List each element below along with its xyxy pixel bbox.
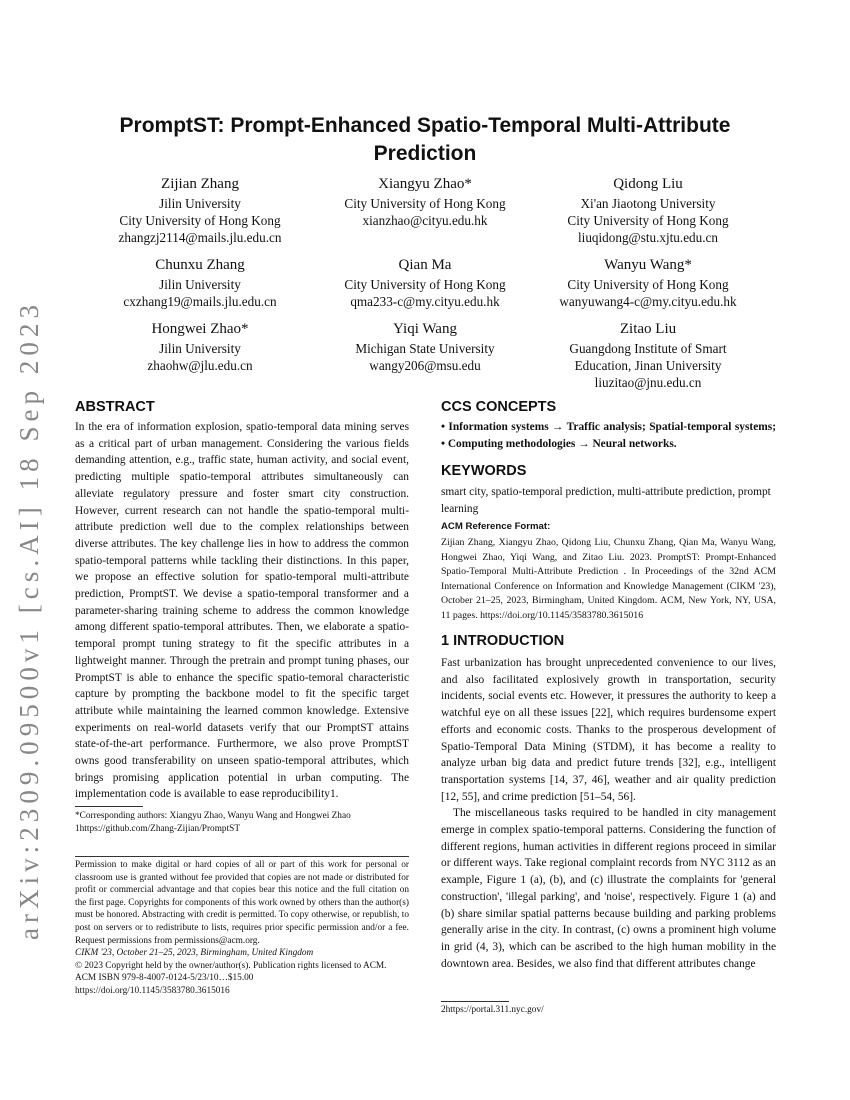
intro-paragraph-2: The miscellaneous tasks required to be handled in city management emerge in complex spatio-temporal patterns. Considering the function of different regions, human activities in different regions proceed in similar or different ways. Take regional complaint records from NYC 3112 as an example, Figure 1 (a), (b), and (c) illustrate the complaints for 'general construction', 'illegal parking', and 'noise', respectively. Figure 1 (a) and (b) share similar spatial patterns because building and parking problems generally arise in the city. In contrast, (c) owns a prominent high volume in grid (4, 3), which can be ascribed to the high human mobility in the downtown area. Besides, we also find that different attributes change [441, 807, 776, 970]
introduction-text [441, 655, 776, 972]
author-affiliation: City University of Hong Kong [567, 277, 729, 292]
author-affiliation: City University of Hong Kong [119, 213, 281, 228]
permission-rule [75, 856, 409, 857]
author-card [548, 256, 748, 310]
author-card [325, 320, 525, 374]
author-affiliation: City University of Hong Kong [567, 213, 729, 228]
author-affiliation: Jilin University [159, 277, 241, 292]
acm-reference-text: Zijian Zhang, Xiangyu Zhao, Qidong Liu, Chunxu Zhang, Qian Ma, Wanyu Wang, Hongwei Zhao, Yiqi Wang, and Zitao Liu. 2023. PromptST: Prompt-Enhanced Spatio-Temporal Multi-Attribute Prediction . In Proceedings of the 32nd ACM International Conference on Information and Knowledge Management (CIKM '23), October 21–25, 2023, Birmingham, United Kingdom. ACM, New York, NY, USA, 11 pages. https://doi.org/10.1145/3583780.3615016 [441, 537, 776, 621]
footnote2-rule [441, 1001, 509, 1002]
author-name: Wanyu Wang* [604, 257, 692, 273]
author-affiliation: City University of Hong Kong [344, 196, 506, 211]
footnotes [75, 810, 409, 835]
author-affiliation: Michigan State University [355, 341, 495, 356]
introduction-heading: 1 INTRODUCTION [441, 633, 565, 649]
author-email: cxzhang19@mails.jlu.edu.cn [123, 294, 277, 309]
author-name: Hongwei Zhao* [151, 321, 249, 337]
author-card [325, 175, 525, 229]
arxiv-watermark [8, 300, 46, 940]
author-affiliation: Jilin University [159, 341, 241, 356]
author-email: qma233-c@my.cityu.edu.hk [350, 294, 500, 309]
author-name: Qian Ma [398, 257, 452, 273]
doi-line: https://doi.org/10.1145/3583780.3615016 [75, 985, 230, 996]
footnote-code-link: 1https://github.com/Zhang-Zijian/PromptST [75, 823, 241, 834]
author-name: Zitao Liu [619, 321, 677, 337]
author-email: wanyuwang4-c@my.cityu.edu.hk [559, 294, 737, 309]
paper-title [60, 112, 790, 168]
author-affiliation: Education, Jinan University [574, 358, 722, 373]
author-card [548, 175, 748, 246]
keywords-heading: KEYWORDS [441, 463, 527, 479]
title-line-1: PromptST: Prompt-Enhanced Spatio-Temporal Multi-Attribute [119, 114, 731, 137]
author-email: liuzitao@jnu.edu.cn [594, 375, 702, 390]
footnote-corresponding: *Corresponding authors: Xiangyu Zhao, Wanyu Wang and Hongwei Zhao [75, 811, 351, 821]
author-email: zhaohw@jlu.edu.cn [147, 358, 253, 373]
abstract-paragraph: In the era of information explosion, spatio-temporal data mining serves as a critical part of urban management. Considering the various fields demanding attention, e.g., traffic state, human activity, and social event, predicting multiple spatio-temporal attributes simultaneously can alleviate regulatory pressure and foster smart city construction. However, current research can not handle the spatio-temporal multi-attribute prediction well due to the complex relationships between diverse attributes. The key challenge lies in how to address the common spatio-temporal patterns while tackling their distinctions. In this paper, we propose an effective solution for spatio-temporal multi-attribute prediction, PromptST. We devise a spatio-temporal transformer and a parameter-sharing training scheme to address the common knowledge among different spatio-temporal attributes. Then, we elaborate a spatio-temporal prompt tuning strategy to fit the specific attributes in a lightweight manner. Through the pretrain and prompt tuning phases, our PromptST is able to enhance the specific spatio-temoral characteristic capture by prompting the backbone model to fit the specific target attribute while maintaining the learned common knowledge. Extensive experiments on real-world datasets verify that our PromptST attains state-of-the-art performance. Furthermore, we also prove PromptST owns good transferability on unseen spatio-temporal attributes, which brings promising application potential in urban computing. The implementation code is available to ease reproducibility1. [75, 421, 409, 801]
ccs-text: • Information systems → Traffic analysis; Spatial-temporal systems; • Computing methodologies → Neural networks. [441, 421, 776, 450]
author-card [100, 175, 300, 246]
author-card [548, 320, 748, 391]
author-name: Zijian Zhang [161, 176, 239, 192]
abstract-text [75, 419, 409, 803]
isbn-line: ACM ISBN 979-8-4007-0124-5/23/10…$15.00 [75, 973, 254, 984]
author-email: xianzhao@cityu.edu.hk [362, 213, 488, 228]
permission-text: Permission to make digital or hard copies of all or part of this work for personal or classroom use is granted without fee provided that copies are not made or distributed for profit or commercial advantage and that copies bear this notice and the full citation on the first page. Copyrights for components of this work owned by others than the author(s) must be honored. Abstracting with credit is permitted. To copy otherwise, or republish, to post on servers or to redistribute to lists, requires prior specific permission and/or a fee. Request permissions from permissions@acm.org. [75, 860, 409, 946]
intro-paragraph-1: Fast urbanization has brought unprecedented convenience to our lives, and also facilitated explosively growth in transportation, security incidents, social events etc. However, it pressures the authority to keep a watchful eye on all these issues [22], which requires burdensome expert efforts and economic costs. Thanks to the prosperous development of Spatio-Temporal Data Mining (STDM), it has become a reality to analyze urban big data and predict future trends [32], e.g., intelligent transportation systems [14, 37, 46], weather and air quality prediction [12, 55], and crime prediction [51–54, 56]. [441, 657, 776, 803]
author-affiliation: City University of Hong Kong [344, 277, 506, 292]
author-name: Qidong Liu [613, 176, 683, 192]
footnote-portal-link: 2https://portal.311.nyc.gov/ [441, 1005, 544, 1015]
keywords-text: smart city, spatio-temporal prediction, multi-attribute prediction, prompt learning [441, 486, 771, 515]
author-name: Chunxu Zhang [155, 257, 245, 273]
author-affiliation: Jilin University [159, 196, 241, 211]
author-name: Xiangyu Zhao* [378, 176, 472, 192]
author-affiliation: Xi'an Jiaotong University [580, 196, 716, 211]
ccs-heading: CCS CONCEPTS [441, 399, 557, 415]
author-card [325, 256, 525, 310]
acm-reference-heading: ACM Reference Format: [441, 521, 551, 532]
footnote-rule [75, 806, 143, 807]
author-name: Yiqi Wang [393, 321, 457, 337]
author-email: liuqidong@stu.xjtu.edu.cn [578, 230, 718, 245]
abstract-heading: ABSTRACT [75, 399, 155, 415]
author-card [100, 320, 300, 374]
conference-line: CIKM '23, October 21–25, 2023, Birmingham, United Kingdom [75, 948, 314, 959]
author-email: zhangzj2114@mails.jlu.edu.cn [118, 230, 282, 245]
copyright-line: © 2023 Copyright held by the owner/author(s). Publication rights licensed to ACM. [75, 960, 387, 971]
author-affiliation: Guangdong Institute of Smart [569, 341, 727, 356]
permission-block [75, 859, 409, 998]
author-email: wangy206@msu.edu [369, 358, 481, 373]
title-line-2: Prediction [373, 142, 477, 165]
author-card [100, 256, 300, 310]
arxiv-id-text: arXiv:2309.09500v1 [cs.AI] 18 Sep 2023 [14, 304, 44, 940]
